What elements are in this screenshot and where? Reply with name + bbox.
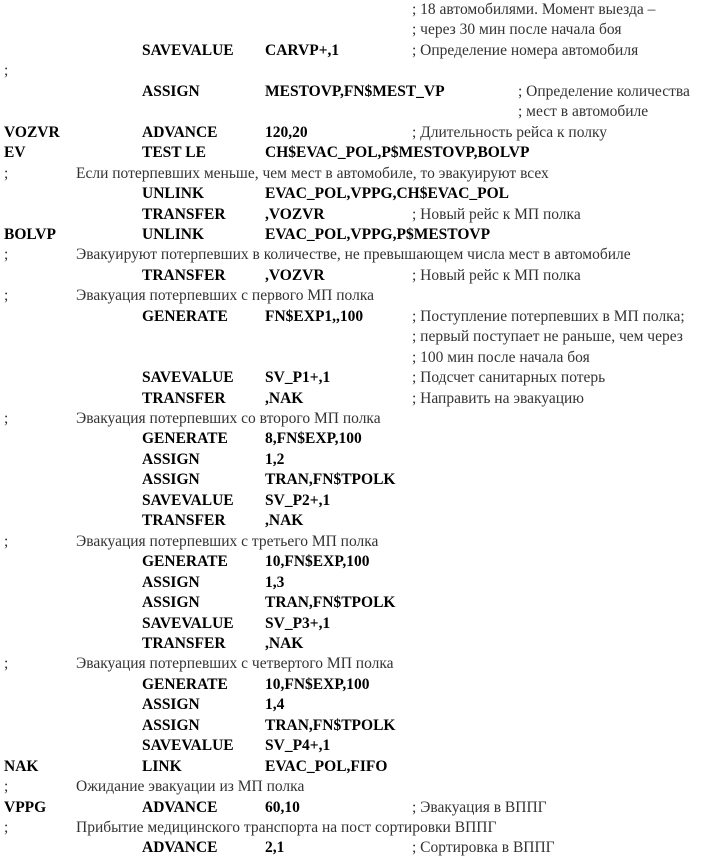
operator-keyword: SAVEVALUE bbox=[142, 737, 234, 755]
operator-keyword: ASSIGN bbox=[142, 450, 200, 468]
block-label: NAK bbox=[4, 757, 39, 775]
comment-marker: ; bbox=[4, 410, 9, 427]
listing-line bbox=[0, 184, 720, 204]
listing-line bbox=[0, 245, 720, 265]
operator-keyword: ASSIGN bbox=[142, 471, 200, 489]
operand-list: ,VOZVR bbox=[265, 266, 325, 284]
listing-line bbox=[0, 798, 720, 818]
comment-marker: ; bbox=[4, 246, 9, 264]
comment-marker: ; bbox=[4, 778, 9, 796]
operand-list: 10,FN$EXP,100 bbox=[265, 553, 370, 571]
operand-list: 60,10 bbox=[265, 798, 300, 816]
comment-text: Ожидание эвакуации из МП полка bbox=[76, 778, 305, 796]
listing-line bbox=[0, 470, 720, 490]
listing-line bbox=[0, 266, 720, 286]
operand-list: ,NAK bbox=[265, 634, 304, 652]
listing-line bbox=[0, 82, 720, 102]
line-comment: ; Длительность рейса к полку bbox=[412, 123, 608, 141]
listing-line bbox=[0, 225, 720, 245]
listing-line bbox=[0, 61, 720, 81]
operand-list: 1,3 bbox=[265, 573, 285, 591]
operator-keyword: ASSIGN bbox=[142, 594, 200, 612]
comment-text: Эвакуация потерпевших с четвертого МП полка bbox=[76, 655, 394, 673]
operand-list: CH$EVAC_POL,P$MESTOVP,BOLVP bbox=[265, 144, 530, 162]
comment-text: Эвакуация потерпевших с первого МП полка bbox=[76, 287, 374, 305]
operand-list: FN$EXP1,,100 bbox=[265, 307, 364, 325]
listing-line bbox=[0, 593, 720, 613]
listing-line bbox=[0, 307, 720, 327]
operand-list: EVAC_POL,VPPG,P$MESTOVP bbox=[265, 225, 491, 243]
operand-list: TRAN,FN$TPOLK bbox=[265, 471, 396, 489]
listing-line bbox=[0, 164, 720, 184]
line-comment: ; Направить на эвакуацию bbox=[412, 389, 584, 407]
operator-keyword: TRANSFER bbox=[142, 205, 226, 223]
operand-list: 1,2 bbox=[265, 450, 285, 468]
operator-keyword: SAVEVALUE bbox=[142, 369, 234, 387]
comment-text: Эвакуируют потерпевших в количестве, не превышающем числа мест в автомобиле bbox=[76, 246, 631, 264]
operator-keyword: GENERATE bbox=[142, 675, 228, 693]
listing-line bbox=[0, 123, 720, 143]
listing-line bbox=[0, 327, 720, 347]
line-comment: ; Поступление потерпевших в МП полка; bbox=[412, 307, 685, 325]
listing-line bbox=[0, 409, 720, 429]
listing-line bbox=[0, 634, 720, 654]
block-label: VOZVR bbox=[4, 123, 60, 141]
operator-keyword: ASSIGN bbox=[142, 696, 200, 714]
listing-line bbox=[0, 757, 720, 777]
operator-keyword: ADVANCE bbox=[142, 123, 218, 141]
operator-keyword: ASSIGN bbox=[142, 716, 200, 734]
line-comment: ; Эвакуация в ВППГ bbox=[412, 798, 547, 816]
operand-list: TRAN,FN$TPOLK bbox=[265, 716, 396, 734]
comment-text: Эвакуация потерпевших с третьего МП полка bbox=[76, 532, 379, 550]
listing-line bbox=[0, 205, 720, 225]
listing-line bbox=[0, 511, 720, 531]
listing-line bbox=[0, 573, 720, 593]
line-comment: ; Новый рейс к МП полка bbox=[412, 205, 581, 223]
line-comment: ; Подсчет санитарных потерь bbox=[412, 369, 606, 387]
operand-list: SV_P2+,1 bbox=[265, 491, 331, 509]
operand-list: MESTOVP,FN$MEST_VP bbox=[265, 82, 445, 100]
operator-keyword: GENERATE bbox=[142, 553, 228, 571]
operand-list: TRAN,FN$TPOLK bbox=[265, 594, 396, 612]
listing-line bbox=[0, 654, 720, 674]
listing-line bbox=[0, 532, 720, 552]
comment-text: Эвакуация потерпевших со второго МП полка bbox=[76, 410, 381, 427]
comment-marker: ; bbox=[4, 655, 9, 673]
operand-list: 1,4 bbox=[265, 696, 285, 714]
operator-keyword: SAVEVALUE bbox=[142, 491, 234, 509]
operator-keyword: TRANSFER bbox=[142, 634, 226, 652]
operator-keyword: GENERATE bbox=[142, 307, 228, 325]
operator-keyword: ADVANCE bbox=[142, 839, 218, 857]
operator-keyword: SAVEVALUE bbox=[142, 41, 234, 59]
listing-line bbox=[0, 429, 720, 449]
listing-line bbox=[0, 777, 720, 797]
operator-keyword: TRANSFER bbox=[142, 266, 226, 284]
operand-list: SV_P1+,1 bbox=[265, 369, 331, 387]
line-comment: ; Сортировка в ВППГ bbox=[412, 839, 555, 857]
operand-list: 2,1 bbox=[265, 839, 285, 857]
listing-line bbox=[0, 695, 720, 715]
listing-line bbox=[0, 838, 720, 858]
operator-keyword: TEST LE bbox=[142, 144, 206, 162]
listing-line bbox=[0, 491, 720, 511]
comment-marker: ; bbox=[4, 62, 9, 80]
operand-list: SV_P4+,1 bbox=[265, 737, 331, 755]
operand-list: EVAC_POL,VPPG,CH$EVAC_POL bbox=[265, 185, 510, 203]
operator-keyword: ADVANCE bbox=[142, 798, 218, 816]
listing-line bbox=[0, 450, 720, 470]
operator-keyword: ASSIGN bbox=[142, 82, 200, 100]
listing-line bbox=[0, 716, 720, 736]
listing-line bbox=[0, 20, 720, 40]
operand-list: ,NAK bbox=[265, 512, 304, 530]
listing-line bbox=[0, 348, 720, 368]
operand-list: 10,FN$EXP,100 bbox=[265, 675, 370, 693]
operator-keyword: UNLINK bbox=[142, 185, 205, 203]
operator-keyword: LINK bbox=[142, 757, 182, 775]
comment-text: Если потерпевших меньше, чем мест в автомобиле, то эвакуируют всех bbox=[76, 164, 549, 182]
listing-line bbox=[0, 552, 720, 572]
listing-line bbox=[0, 675, 720, 695]
comment-marker: ; bbox=[4, 819, 9, 836]
block-label: BOLVP bbox=[4, 225, 56, 243]
operand-list: EVAC_POL,FIFO bbox=[265, 757, 388, 775]
listing-line bbox=[0, 102, 720, 122]
listing-line bbox=[0, 286, 720, 306]
block-label: VPPG bbox=[4, 798, 47, 816]
operand-list: 8,FN$EXP,100 bbox=[265, 430, 362, 448]
line-comment: ; Новый рейс к МП полка bbox=[412, 266, 581, 284]
line-comment: ; Определение номера автомобиля bbox=[412, 41, 639, 59]
operator-keyword: TRANSFER bbox=[142, 512, 226, 530]
listing-line bbox=[0, 389, 720, 409]
listing-line bbox=[0, 0, 720, 20]
listing-line bbox=[0, 736, 720, 756]
comment-marker: ; bbox=[4, 287, 9, 305]
listing-line bbox=[0, 41, 720, 61]
operand-list: 120,20 bbox=[265, 123, 308, 141]
listing-line bbox=[0, 818, 720, 838]
operator-keyword: GENERATE bbox=[142, 430, 228, 448]
comment-text: Прибытие медицинского транспорта на пост сортировки ВППГ bbox=[76, 819, 497, 836]
listing-line bbox=[0, 143, 720, 163]
operand-list: ,NAK bbox=[265, 389, 304, 407]
line-comment: ; через 30 мин после начала боя bbox=[412, 21, 622, 39]
line-comment: ; первый поступает не раньше, чем через bbox=[412, 328, 683, 346]
operator-keyword: UNLINK bbox=[142, 225, 205, 243]
operator-keyword: ASSIGN bbox=[142, 573, 200, 591]
line-comment: ; мест в автомобиле bbox=[518, 103, 649, 121]
comment-marker: ; bbox=[4, 164, 9, 182]
operator-keyword: TRANSFER bbox=[142, 389, 226, 407]
operand-list: CARVP+,1 bbox=[265, 41, 340, 59]
operand-list: SV_P3+,1 bbox=[265, 614, 331, 632]
operand-list: ,VOZVR bbox=[265, 205, 325, 223]
listing-line bbox=[0, 368, 720, 388]
listing-line bbox=[0, 614, 720, 634]
line-comment: ; 18 автомобилями. Момент выезда – bbox=[412, 1, 656, 18]
block-label: EV bbox=[4, 144, 26, 162]
line-comment: ; Определение количества bbox=[518, 82, 690, 100]
line-comment: ; 100 мин после начала боя bbox=[412, 348, 590, 366]
comment-marker: ; bbox=[4, 532, 9, 550]
operator-keyword: SAVEVALUE bbox=[142, 614, 234, 632]
